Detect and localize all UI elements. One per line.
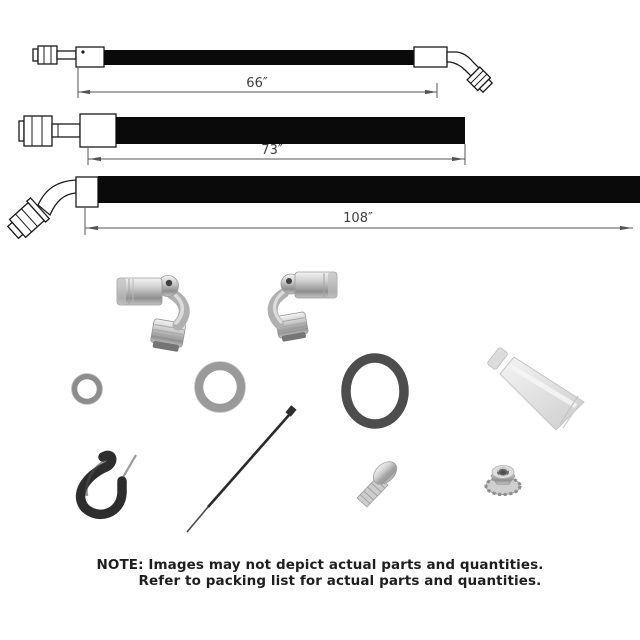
weep-hole [81,50,84,53]
ferrule [414,47,447,67]
o-ring-small-icon [68,370,108,410]
elbow-fitting-right-icon [258,263,346,343]
hose-73-bar [116,117,465,144]
cushioned-hose-clamp-icon [62,448,142,526]
hose-108-drawing [0,168,640,240]
45-degree-tube [38,180,76,215]
o-ring-large-icon [338,350,414,434]
dimension-label-73: 73″ [261,143,283,158]
pan-head-screw-icon [348,454,406,512]
dimension-66 [78,68,437,98]
disclaimer-line-2: Refer to packing list for actual parts and quantities. [138,572,542,589]
cable-tie-icon [178,402,300,540]
lubricant-tube-icon [478,344,596,438]
straight-fitting-nut [19,116,80,146]
keps-nut-icon [482,456,526,500]
dimension-label-108: 108″ [343,211,373,226]
hose-66-bar [104,50,414,65]
hose-73-drawing [0,105,640,170]
ferrule [80,114,116,147]
dimension-label-66: 66″ [246,76,268,91]
hose-108-bar [98,176,640,203]
elbow-fitting-left-icon [110,262,200,354]
disclaimer-line-1: NOTE: Images may not depict actual parts and quantities. [96,557,544,573]
dimension-108 [85,208,633,235]
dimension-73 [88,143,465,165]
hose-66-drawing [0,35,640,105]
disclaimer-note [0,558,640,589]
ferrule [76,47,104,67]
straight-fitting-nut [33,46,76,64]
ferrule [76,177,98,207]
